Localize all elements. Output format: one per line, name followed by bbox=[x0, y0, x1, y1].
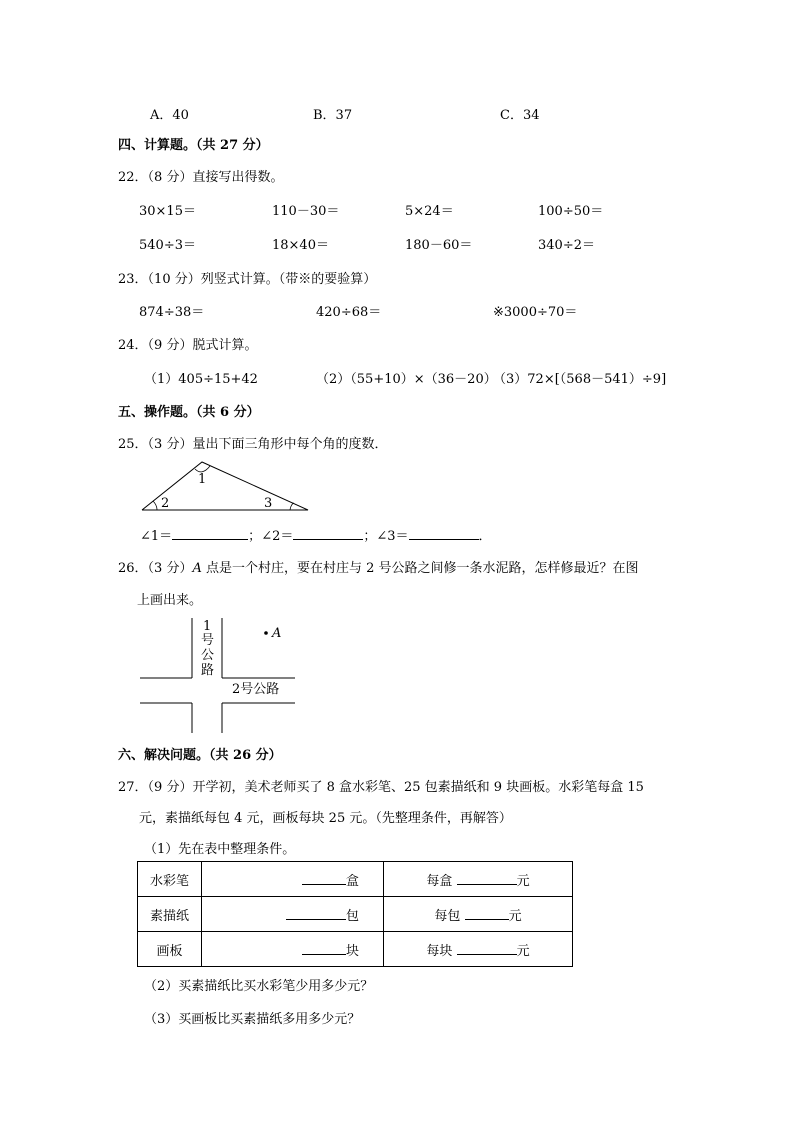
quantity-blank[interactable] bbox=[302, 872, 346, 885]
angle-3-blank[interactable] bbox=[409, 527, 479, 540]
price-unit: 元 bbox=[516, 873, 530, 889]
road-1-label: 号 bbox=[201, 633, 215, 648]
q22-item: 30×15＝ bbox=[139, 204, 196, 219]
road-1-label: 路 bbox=[201, 663, 215, 678]
question-26-prefix: 26．（3 分） bbox=[118, 561, 193, 576]
price-unit: 元 bbox=[516, 943, 530, 959]
question-26-line-1 bbox=[118, 557, 639, 576]
table-row bbox=[138, 897, 573, 932]
q23-item: 420÷68＝ bbox=[316, 305, 382, 320]
road-map-figure bbox=[140, 618, 295, 733]
question-27-part-2: （2）买素描纸比买水彩笔少用多少元？ bbox=[144, 979, 374, 994]
q22-item: 5×24＝ bbox=[405, 204, 454, 219]
quantity-unit: 块 bbox=[345, 943, 359, 959]
price-cell bbox=[384, 862, 573, 897]
road-2-label: 2号公路 bbox=[232, 682, 280, 697]
separator: ； bbox=[363, 529, 377, 544]
price-cell bbox=[384, 932, 573, 967]
item-name: 水彩笔 bbox=[138, 862, 202, 897]
section-heading-5: 五、操作题。（共 6 分） bbox=[118, 405, 260, 420]
price-cell bbox=[384, 897, 573, 932]
condition-table bbox=[137, 861, 573, 967]
table-row bbox=[138, 932, 573, 967]
question-25-title: 25．（3 分）量出下面三角形中每个角的度数． bbox=[118, 437, 388, 452]
question-27-line-2: 元，素描纸每包 4 元，画板每块 25 元。（先整理条件，再解答） bbox=[139, 811, 512, 826]
question-27-part-3: （3）买画板比买素描纸多用多少元？ bbox=[144, 1012, 361, 1027]
angle-1-label: ∠1＝ bbox=[140, 529, 173, 544]
option-c: C．34 bbox=[500, 108, 540, 123]
point-a-inline: A bbox=[192, 561, 202, 576]
q24-item-3: （3）72×[（568－541）÷9] bbox=[493, 372, 667, 387]
angle-label-3: 3 bbox=[264, 496, 273, 511]
question-26-text: 点是一个村庄，要在村庄与 2 号公路之间修一条水泥路，怎样修最近？在图 bbox=[201, 561, 639, 576]
question-22-title: 22．（8 分）直接写出得数。 bbox=[118, 170, 284, 185]
question-23-title: 23．（10 分）列竖式计算。（带※的要验算） bbox=[118, 272, 377, 287]
angle-label-2: 2 bbox=[161, 496, 170, 511]
question-24-title: 24．（9 分）脱式计算。 bbox=[118, 338, 258, 353]
option-a: A．40 bbox=[150, 108, 189, 123]
price-blank[interactable] bbox=[457, 872, 517, 885]
q23-item: ※3000÷70＝ bbox=[493, 305, 578, 320]
q25-answer-line bbox=[140, 525, 492, 544]
quantity-blank[interactable] bbox=[286, 907, 346, 920]
angle-label-1: 1 bbox=[198, 472, 207, 487]
price-prefix: 每盒 bbox=[426, 873, 453, 889]
angle-2-label: ∠2＝ bbox=[261, 529, 294, 544]
price-blank[interactable] bbox=[457, 942, 517, 955]
q22-item: 340÷2＝ bbox=[538, 238, 595, 253]
item-name: 素描纸 bbox=[138, 897, 202, 932]
quantity-blank[interactable] bbox=[302, 942, 346, 955]
price-unit: 元 bbox=[508, 908, 522, 924]
question-27-part-1: （1）先在表中整理条件。 bbox=[144, 842, 296, 857]
q22-item: 100÷50＝ bbox=[538, 204, 604, 219]
item-name: 画板 bbox=[138, 932, 202, 967]
angle-2-blank[interactable] bbox=[293, 527, 363, 540]
q22-item: 110－30＝ bbox=[272, 204, 340, 219]
quantity-cell bbox=[202, 897, 384, 932]
q22-item: 540÷3＝ bbox=[139, 238, 196, 253]
triangle-figure bbox=[140, 458, 315, 516]
question-26-line-2: 上画出来。 bbox=[137, 593, 203, 608]
village-label: A bbox=[272, 626, 282, 641]
section-heading-6: 六、解决问题。（共 26 分） bbox=[118, 748, 282, 763]
q24-item-1: （1）405÷15+42 bbox=[144, 372, 258, 387]
quantity-cell bbox=[202, 932, 384, 967]
q24-item-2: （2）（55+10）×（36－20） bbox=[316, 372, 497, 387]
q22-item: 18×40＝ bbox=[272, 238, 329, 253]
q22-item: 180－60＝ bbox=[405, 238, 473, 253]
section-heading-4: 四、计算题。（共 27 分） bbox=[118, 138, 269, 153]
angle-1-blank[interactable] bbox=[172, 527, 248, 540]
separator: ； bbox=[248, 529, 262, 544]
price-prefix: 每块 bbox=[426, 943, 453, 959]
angle-3-label: ∠3＝ bbox=[376, 529, 409, 544]
q23-item: 874÷38＝ bbox=[139, 305, 205, 320]
table-row bbox=[138, 862, 573, 897]
question-27-line-1: 27．（9 分）开学初，美术老师买了 8 盒水彩笔、25 包素描纸和 9 块画板。水彩笔每盒 15 bbox=[118, 780, 644, 795]
quantity-cell bbox=[202, 862, 384, 897]
village-point bbox=[264, 631, 268, 635]
option-b: B．37 bbox=[313, 108, 353, 123]
sentence-end: ． bbox=[478, 529, 492, 544]
quantity-unit: 包 bbox=[345, 908, 359, 924]
price-blank[interactable] bbox=[465, 907, 509, 920]
price-prefix: 每包 bbox=[434, 908, 461, 924]
road-1-label: 公 bbox=[201, 648, 215, 663]
road-1-label: 1 bbox=[203, 619, 212, 634]
quantity-unit: 盒 bbox=[345, 873, 359, 889]
